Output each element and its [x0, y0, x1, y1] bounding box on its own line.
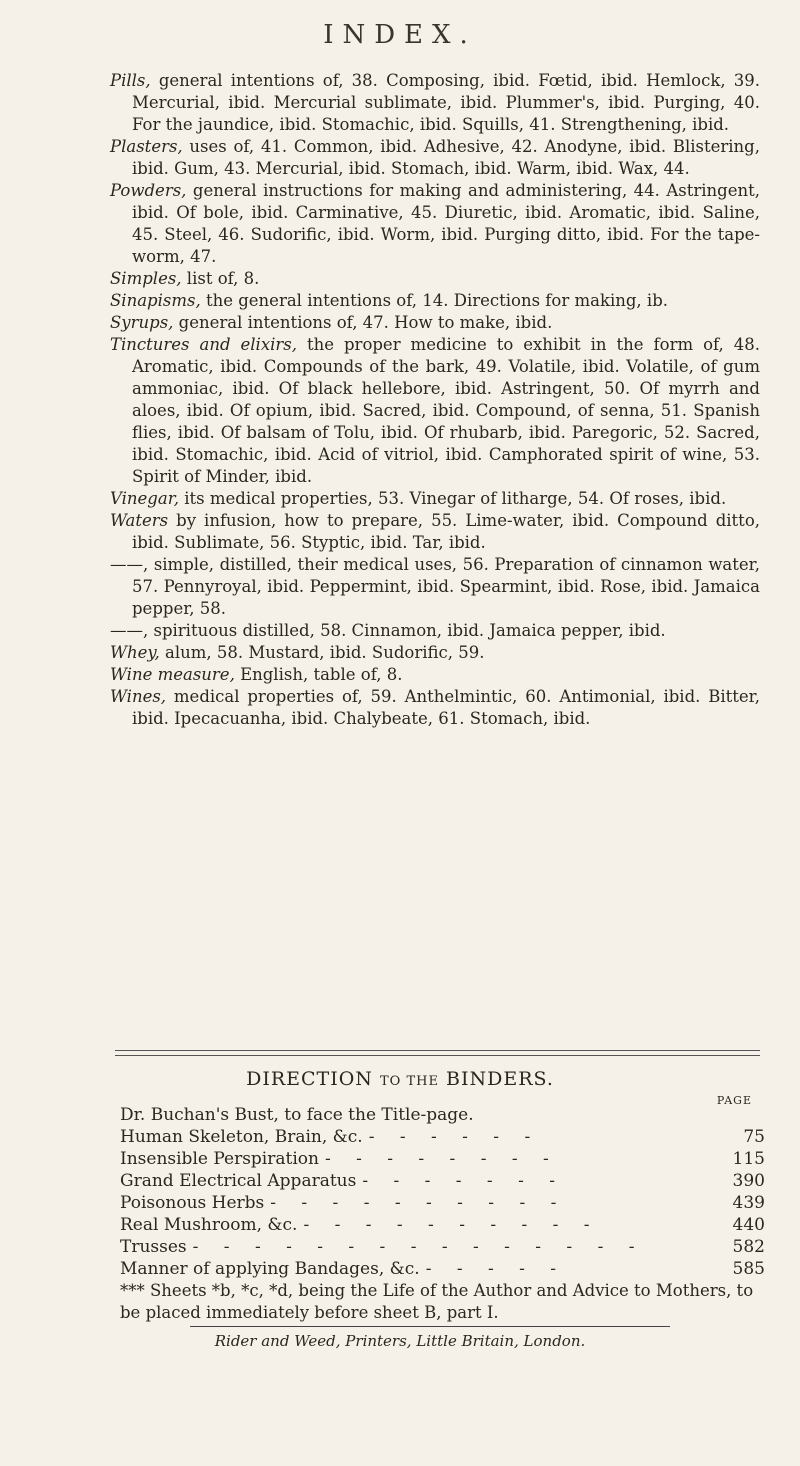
- index-entry: [110, 70, 760, 136]
- plate-label: Insensible Perspiration: [120, 1149, 319, 1169]
- index-entry: [110, 312, 760, 334]
- binder-note: *** Sheets *b, *c, *d, being the Life of the Author and Advice to Mothers, to be placed immediately before sheet B, part I.: [120, 1281, 754, 1322]
- plate-label: Human Skeleton, Brain, &c.: [120, 1127, 363, 1147]
- directions-title-end: BINDERS.: [446, 1068, 554, 1090]
- directions-title: [0, 1068, 800, 1090]
- entry-text: the general intentions of, 14. Directions for making, ib.: [200, 291, 669, 310]
- entry-text: general intentions of, 38. Composing, ibid. Fœtid, ibid. Hemlock, 39. Mercurial, ibid. Mercurial sublimate, ibid. Plummer's, ibid. Purging, 40. For the jaundice, ibid. Stomachic, ibid. Squills, 41. Strengthening, ibid.: [132, 71, 760, 134]
- plate-page: 115: [732, 1149, 765, 1169]
- entry-head: Sinapisms,: [110, 291, 201, 310]
- entry-head: Simples,: [110, 269, 182, 288]
- imprint-rule: [190, 1326, 670, 1327]
- printer-imprint: Rider and Weed, Printers, Little Britain, London.: [214, 1332, 586, 1350]
- entry-text: its medical properties, 53. Vinegar of litharge, 54. Of roses, ibid.: [179, 489, 727, 508]
- entry-head: Wines,: [110, 687, 167, 706]
- plate-label: Manner of applying Bandages, &c.: [120, 1259, 420, 1279]
- plate-label: Grand Electrical Apparatus: [120, 1171, 357, 1191]
- entry-head: Pills,: [110, 71, 151, 90]
- plate-page: 75: [743, 1127, 765, 1147]
- index-entry: [110, 642, 760, 664]
- plate-row: Insensible Perspiration - - - - - - - - 115: [120, 1149, 765, 1169]
- index-entry: [110, 334, 760, 488]
- plate-row: Real Mushroom, &c. - - - - - - - - - - 440: [120, 1215, 765, 1235]
- index-entry: [110, 488, 760, 510]
- plate-label: Dr. Buchan's Bust, to face the Title-page.: [120, 1105, 474, 1125]
- running-head: INDEX.: [323, 20, 477, 50]
- plate-row: [120, 1104, 765, 1126]
- plate-list: [120, 1104, 765, 1280]
- entry-text: alum, 58. Mustard, ibid. Sudorific, 59.: [159, 643, 485, 662]
- index-entry: [110, 268, 760, 290]
- entry-head: Whey,: [110, 643, 160, 662]
- entry-text: ——, spirituous distilled, 58. Cinnamon, ibid. Jamaica pepper, ibid.: [110, 621, 666, 640]
- directions-title-small: TO THE: [379, 1074, 439, 1089]
- entry-text: medical properties of, 59. Anthelmintic, 60. Antimonial, ibid. Bitter, ibid. Ipecacuanha, ibid. Chalybeate, 61. Stomach, ibid.: [132, 687, 760, 728]
- page-column-header: PAGE: [716, 1094, 752, 1107]
- entry-text: the proper medicine to exhibit in the form of, 48. Aromatic, ibid. Compounds of the bark, 49. Volatile, ibid. Volatile, of gum ammoniac, ibid. Of black hellebore, ibid. Astringent, 50. Of myrrh and aloes, ibid. Of opium, ibid. Sacred, ibid. Compound, of senna, 51. Spanish flies, ibid. Of balsam of Tolu, ibid. Of rhubarb, ibid. Paregoric, 52. Sacred, ibid. Stomachic, ibid. Acid of vitriol, ibid. Camphorated spirit of wine, 53. Spirit of Minder, ibid.: [132, 335, 760, 486]
- index-entry: [110, 686, 760, 730]
- entry-head: Syrups,: [110, 313, 174, 332]
- plate-row: Manner of applying Bandages, &c. - - - - - 585: [120, 1259, 765, 1279]
- entry-text: English, table of, 8.: [234, 665, 403, 684]
- plate-page: 440: [732, 1215, 765, 1235]
- entry-text: general instructions for making and administering, 44. Astringent, ibid. Of bole, ibid. Carminative, 45. Diuretic, ibid. Aromatic, ibid. Saline, 45. Steel, 46. Sudorific, ibid. Worm, ibid. Purging ditto, ibid. For the tape-worm, 47.: [132, 181, 760, 266]
- plate-row: Poisonous Herbs - - - - - - - - - - 439: [120, 1193, 765, 1213]
- entry-head: Waters: [110, 511, 169, 530]
- section-divider: [115, 1050, 760, 1056]
- index-entry: [110, 180, 760, 268]
- plate-label: Poisonous Herbs: [120, 1193, 265, 1213]
- plate-label: Trusses: [120, 1237, 187, 1257]
- index-entry: [110, 510, 760, 554]
- index-entry: [110, 136, 760, 180]
- index-entry: [110, 620, 760, 642]
- directions-title-main: DIRECTION: [246, 1068, 373, 1090]
- index-entry: [110, 290, 760, 312]
- entry-head: Wine measure,: [110, 665, 235, 684]
- plate-page: [731, 1104, 765, 1126]
- index-entries: [110, 70, 760, 730]
- plate-page: 390: [732, 1171, 765, 1191]
- entry-head: Tinctures and elixirs,: [110, 335, 298, 354]
- plate-page: 585: [732, 1259, 765, 1279]
- entry-text: list of, 8.: [181, 269, 260, 288]
- entry-head: Powders,: [110, 181, 187, 200]
- plate-label: Real Mushroom, &c.: [120, 1215, 298, 1235]
- index-entry: [110, 554, 760, 620]
- index-entry: [110, 664, 760, 686]
- entry-head: Vinegar,: [110, 489, 180, 508]
- plate-page: 582: [732, 1237, 765, 1257]
- plate-page: 439: [732, 1193, 765, 1213]
- entry-head: Plasters,: [110, 137, 183, 156]
- plate-row: Trusses - - - - - - - - - - - - - - - 582: [120, 1237, 765, 1257]
- entry-text: general intentions of, 47. How to make, ibid.: [173, 313, 553, 332]
- entry-text: ——, simple, distilled, their medical uses, 56. Preparation of cinnamon water, 57. Pennyroyal, ibid. Peppermint, ibid. Spearmint, ibid. Rose, ibid. Jamaica pepper, 58.: [110, 555, 760, 618]
- plate-row: Human Skeleton, Brain, &c. - - - - - - 75: [120, 1127, 765, 1147]
- entry-text: by infusion, how to prepare, 55. Lime-water, ibid. Compound ditto, ibid. Sublimate, 56. Styptic, ibid. Tar, ibid.: [132, 511, 760, 552]
- entry-text: uses of, 41. Common, ibid. Adhesive, 42. Anodyne, ibid. Blistering, ibid. Gum, 43. Mercurial, ibid. Stomach, ibid. Warm, ibid. Wax, 44.: [132, 137, 760, 178]
- plate-row: Grand Electrical Apparatus - - - - - - - 390: [120, 1171, 765, 1191]
